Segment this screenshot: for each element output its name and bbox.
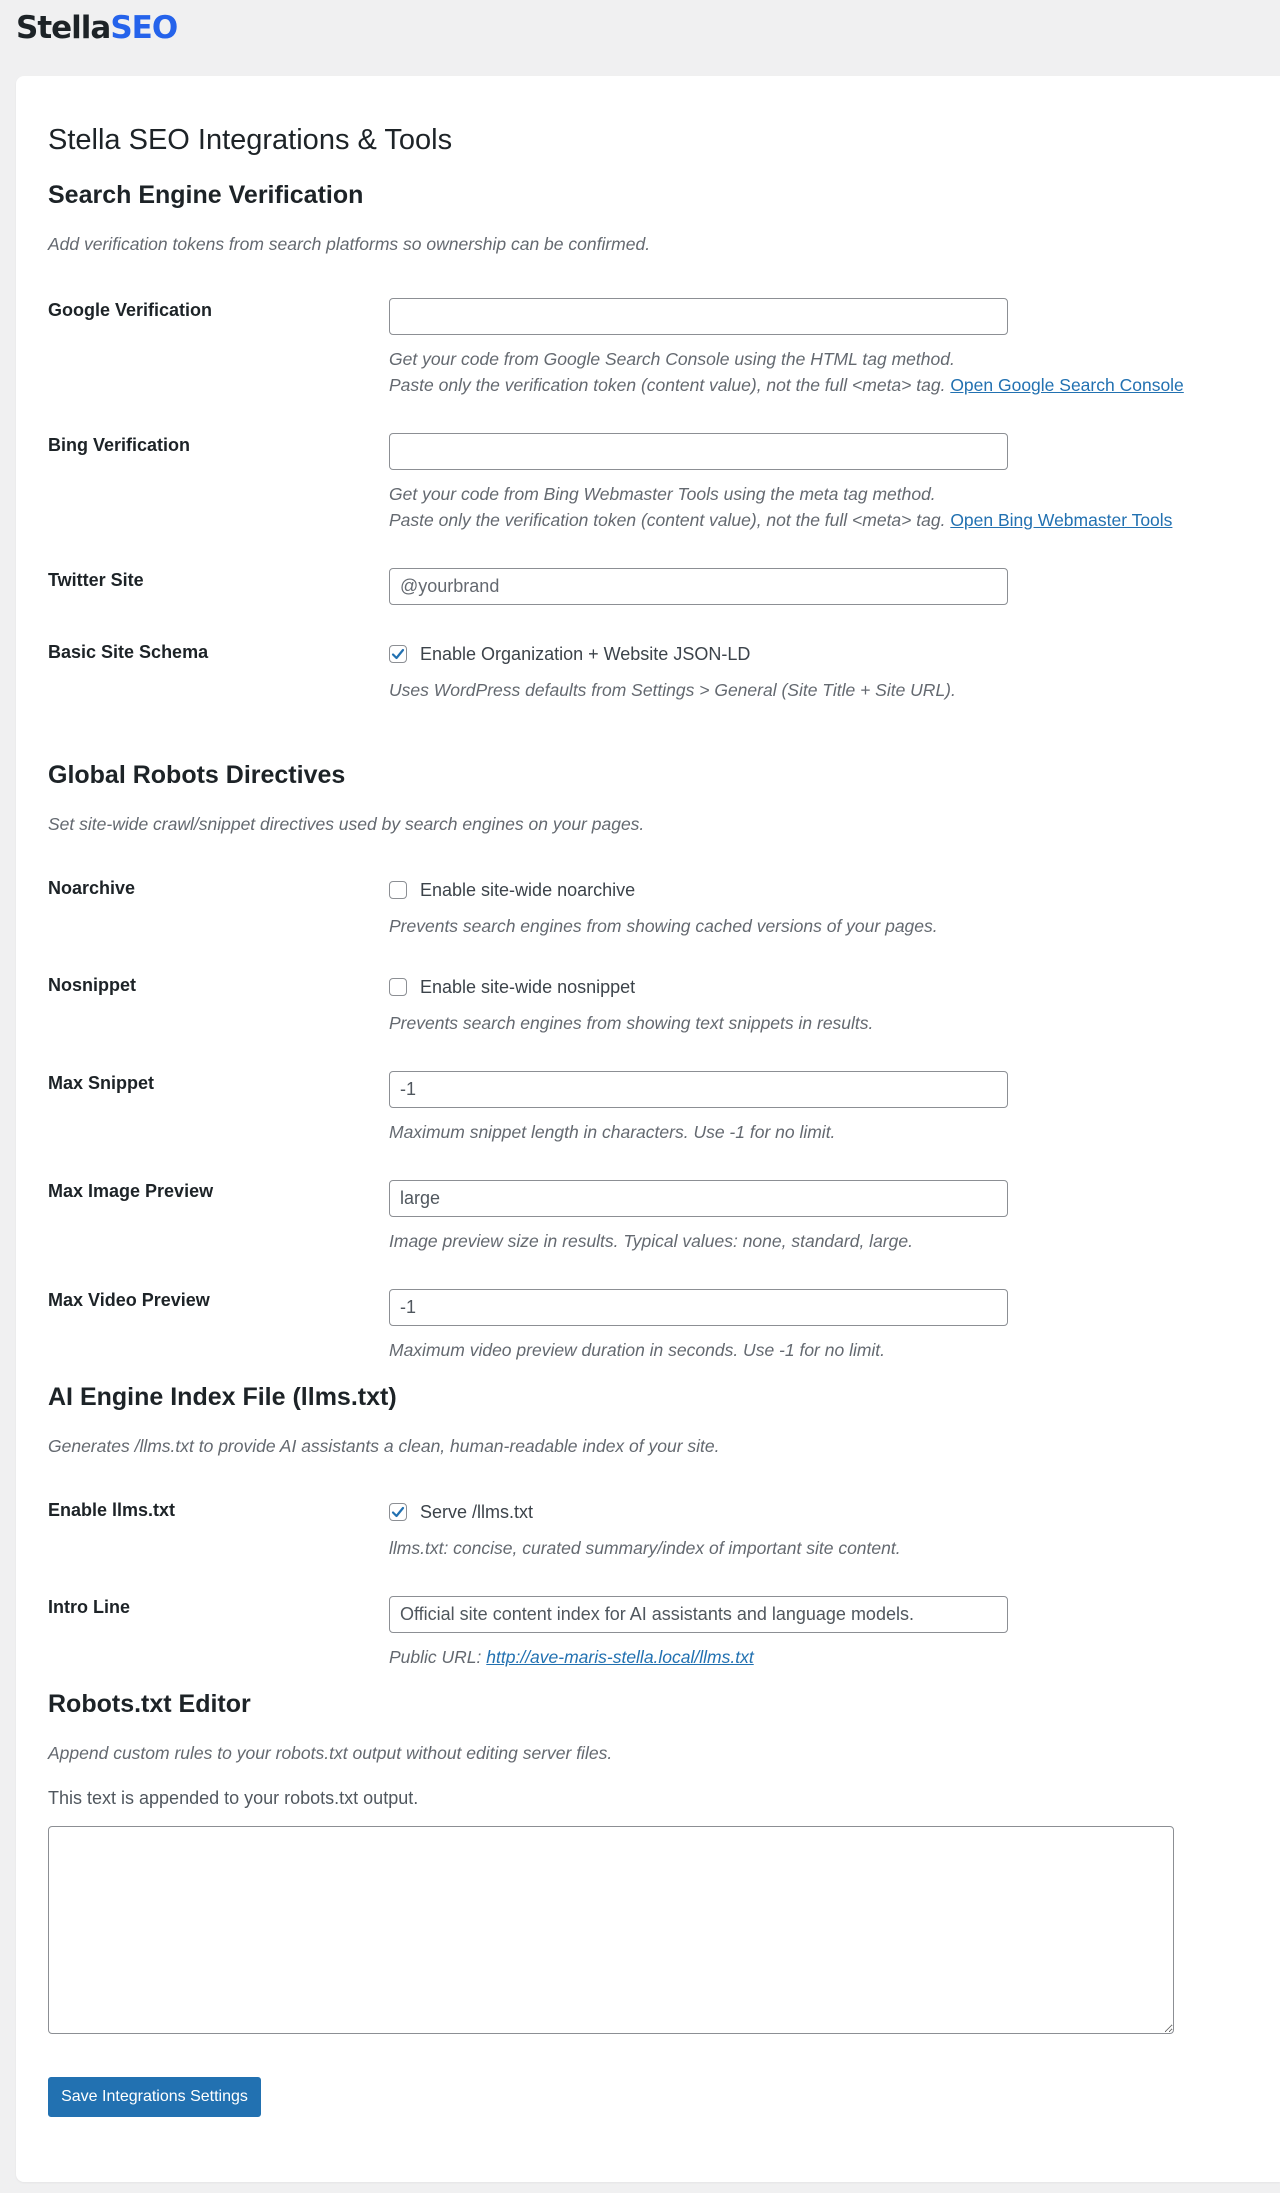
page-title: Stella SEO Integrations & Tools <box>48 124 453 156</box>
public-url-prefix: Public URL: <box>389 1647 482 1667</box>
nosnippet-label: Nosnippet <box>48 975 136 995</box>
save-integrations-settings-button[interactable]: Save Integrations Settings <box>48 2077 261 2117</box>
bing-help-line-1: Get your code from Bing Webmaster Tools using the meta tag method. <box>389 484 936 504</box>
llms-public-url-link[interactable]: http://ave-maris-stella.local/llms.txt <box>486 1647 754 1667</box>
bing-verification-input[interactable] <box>389 433 1008 470</box>
noarchive-label: Noarchive <box>48 878 136 898</box>
noarchive-option[interactable] <box>389 877 635 903</box>
bing-verification-help <box>389 481 1172 533</box>
bing-verification-label: Bing Verification <box>48 435 191 455</box>
stellaseo-logo <box>16 8 177 48</box>
logo-text-stella: Stella <box>16 10 111 46</box>
max-image-preview-input[interactable] <box>389 1180 1008 1217</box>
section-title-robots: Global Robots Directives <box>48 761 346 789</box>
enable-llms-help: llms.txt: concise, curated summary/index of important site content. <box>389 1538 901 1558</box>
section-title-llms: AI Engine Index File (llms.txt) <box>48 1383 397 1411</box>
basic-site-schema-checkbox-label: Enable Organization + Website JSON-LD <box>420 644 751 664</box>
section-title-robots-editor: Robots.txt Editor <box>48 1690 251 1718</box>
max-video-preview-help: Maximum video preview duration in seconds. Use -1 for no limit. <box>389 1340 886 1360</box>
max-snippet-label: Max Snippet <box>48 1073 155 1093</box>
basic-site-schema-help: Uses WordPress defaults from Settings > General (Site Title + Site URL). <box>389 680 956 700</box>
max-video-preview-label: Max Video Preview <box>48 1290 210 1310</box>
open-google-search-console-link[interactable]: Open Google Search Console <box>950 375 1184 395</box>
basic-site-schema-option[interactable] <box>389 641 750 667</box>
noarchive-checkbox-label: Enable site-wide noarchive <box>420 880 636 900</box>
nosnippet-option[interactable] <box>389 974 635 1000</box>
max-snippet-input[interactable] <box>389 1071 1008 1108</box>
max-image-preview-label: Max Image Preview <box>48 1181 214 1201</box>
basic-site-schema-label: Basic Site Schema <box>48 642 209 662</box>
twitter-site-input[interactable] <box>389 568 1008 605</box>
enable-llms-checkbox-label: Serve /llms.txt <box>420 1502 534 1522</box>
twitter-site-label: Twitter Site <box>48 570 144 590</box>
section-description-robots: Set site-wide crawl/snippet directives used by search engines on your pages. <box>48 814 645 834</box>
section-title-verification: Search Engine Verification <box>48 181 364 209</box>
noarchive-checkbox[interactable] <box>389 881 407 899</box>
robots-editor-note: This text is appended to your robots.txt output. <box>48 1788 419 1808</box>
checkmark-icon <box>390 1504 406 1520</box>
intro-line-label: Intro Line <box>48 1597 130 1617</box>
robots-txt-textarea[interactable] <box>48 1826 1174 2034</box>
nosnippet-checkbox-label: Enable site-wide nosnippet <box>420 977 636 997</box>
enable-llms-option[interactable] <box>389 1499 533 1525</box>
max-image-preview-help: Image preview size in results. Typical values: none, standard, large. <box>389 1231 913 1251</box>
section-description-verification: Add verification tokens from search platforms so ownership can be confirmed. <box>48 234 651 254</box>
max-video-preview-input[interactable] <box>389 1289 1008 1326</box>
nosnippet-help: Prevents search engines from showing text snippets in results. <box>389 1013 874 1033</box>
google-verification-input[interactable] <box>389 298 1008 335</box>
enable-llms-label: Enable llms.txt <box>48 1500 176 1520</box>
google-verification-label: Google Verification <box>48 300 213 320</box>
section-description-robots-editor: Append custom rules to your robots.txt output without editing server files. <box>48 1743 613 1763</box>
noarchive-help: Prevents search engines from showing cached versions of your pages. <box>389 916 938 936</box>
nosnippet-checkbox[interactable] <box>389 978 407 996</box>
google-verification-help <box>389 346 1184 398</box>
max-snippet-help: Maximum snippet length in characters. Use -1 for no limit. <box>389 1122 836 1142</box>
google-help-line-2: Paste only the verification token (content value), not the full <meta> tag. <box>389 375 946 395</box>
google-help-line-1: Get your code from Google Search Console using the HTML tag method. <box>389 349 955 369</box>
checkmark-icon <box>390 646 406 662</box>
public-url-help <box>389 1644 754 1670</box>
intro-line-input[interactable] <box>389 1596 1008 1633</box>
bing-help-line-2: Paste only the verification token (content value), not the full <meta> tag. <box>389 510 946 530</box>
basic-site-schema-checkbox[interactable] <box>389 645 407 663</box>
open-bing-webmaster-tools-link[interactable]: Open Bing Webmaster Tools <box>950 510 1173 530</box>
logo-text-seo: SEO <box>110 10 178 46</box>
enable-llms-checkbox[interactable] <box>389 1503 407 1521</box>
section-description-llms: Generates /llms.txt to provide AI assistants a clean, human-readable index of your site. <box>48 1436 720 1456</box>
